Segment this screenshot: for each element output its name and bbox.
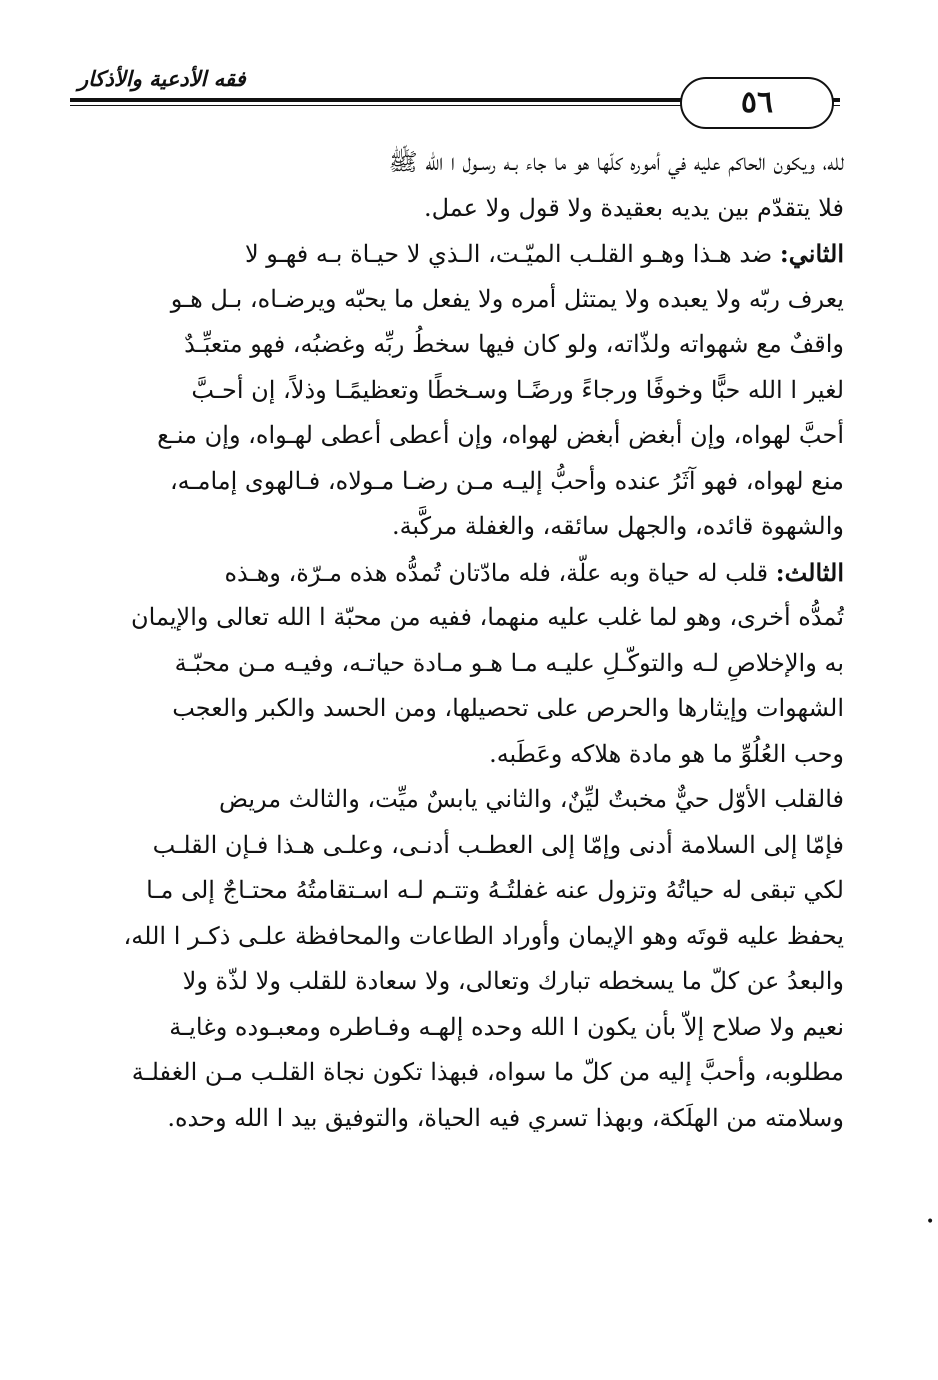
text-line: مطلوبه، وأحبَّ إليه من كلّ ما سواه، فبهذا تكون نجاة القلـب مـن الغفلـة [131,1058,844,1086]
text-line: يعرف ربّه ولا يعبده ولا يمتثل أمره ولا يفعل ما يحبّه ويرضـاه، بـل هـو [170,284,844,313]
text-line: والشهوة قائده، والجهل سائقه، والغفلة مركَّبة. [391,512,844,540]
text-line: تُمدُّه أخرى، وهو لما غلب عليه منهما، ففيه من محبّة ا الله تعالى والإيمان [131,603,844,631]
text-line: فإمّا إلى السلامة أدنى وإمّا إلى العطـب أدنـى، وعلـى هـذا فـإن القلـب [152,830,844,859]
text-line: نعيم ولا صلاح إلاّ بأن يكون ا الله وحده إلهـه وفـاطره ومعبـوده وغايـة [169,1012,844,1041]
text-line-with-lead [84,550,844,596]
page-body [84,140,844,1141]
text-line: والبعدُ عن كلّ ما يسخطه تبارك وتعالى، ولا سعادة للقلب ولا لذّة ولا [182,967,844,995]
section-lead-second: الثاني: [779,239,844,268]
text-line: منع لهواه، فهو آثَرُ عنده وأحبُّ إليـه مـن رضـا مـولاه، فـالهوى إمامـه، [169,466,844,495]
text-line: به والإخلاصِ لـه والتوكّـلِ عليـه مـا هـو مـادة حياتـه، وفيـه مـن محبّـة [174,648,844,677]
section-lead-third: الثالث: [775,557,844,587]
text-line: وحب العُلُوِّ ما هو مادة هلاكه وعَطَبه. [489,739,844,768]
text-line: واقفٌ مع شهواته ولذّاته، ولو كان فيها سخطُ ربِّه وغضبُه، فهو متعبِّـدٌ [184,330,844,358]
page-header [70,52,840,132]
text-line: فالقلب الأوّل حيٌّ مخبتٌ ليِّنٌ، والثاني يابسٌ ميِّت، والثالث مريض [218,785,844,813]
text-line: يحفظ عليه قوتَه وهو الإيمان وأوراد الطاعات والمحافظة علـى ذكـر ا الله، [123,921,844,950]
text-line: لله، ويكون الحاكم عليه في أموره كلّها هو ما جاء بـه رسـول ا الله ﷺ [388,148,844,176]
text-line: أحبَّ لهواه، وإن أبغض أبغض لهواه، وإن أعطى أعطى لهـواه، وإن منـع [157,421,844,449]
text-line: وسلامته من الهلَكة، وبهذا تسري فيه الحياة، والتوفيق بيد ا الله وحده. [167,1103,844,1132]
page-number-badge: ٥٦ [680,77,834,129]
text-line: فلا يتقدّم بين يديه بعقيدة ولا قول ولا عمل. [423,193,844,222]
text-line: لغير ا الله حبًّا وخوفًا ورجاءً ورضًـا وسـخطًا وتعظيمًـا وذلاً، إن أحـبَّ [191,375,844,404]
margin-mark: • [926,1214,935,1230]
running-book-title: فقه الأدعية والأذكار [78,66,246,91]
text-line-with-lead [84,231,844,277]
text-line: لكي تبقى له حياتُهُ وتزول عنه غفلتُـهُ وتتـم لـه اسـتقامتُهُ محتـاجٌ إلى مـا [146,876,844,904]
text-line: قلب له حياة وبه علّة، فله مادّتان تُمدُّه هذه مـرّة، وهـذه [224,558,776,587]
text-line: الشهوات وإيثارها والحرص على تحصيلها، ومن الحسد والكبر والعجب [172,694,844,722]
text-line: ضد هـذا وهـو القلـب الميّـت، الـذي لا حيـاة بـه فهـو لا [244,240,780,268]
